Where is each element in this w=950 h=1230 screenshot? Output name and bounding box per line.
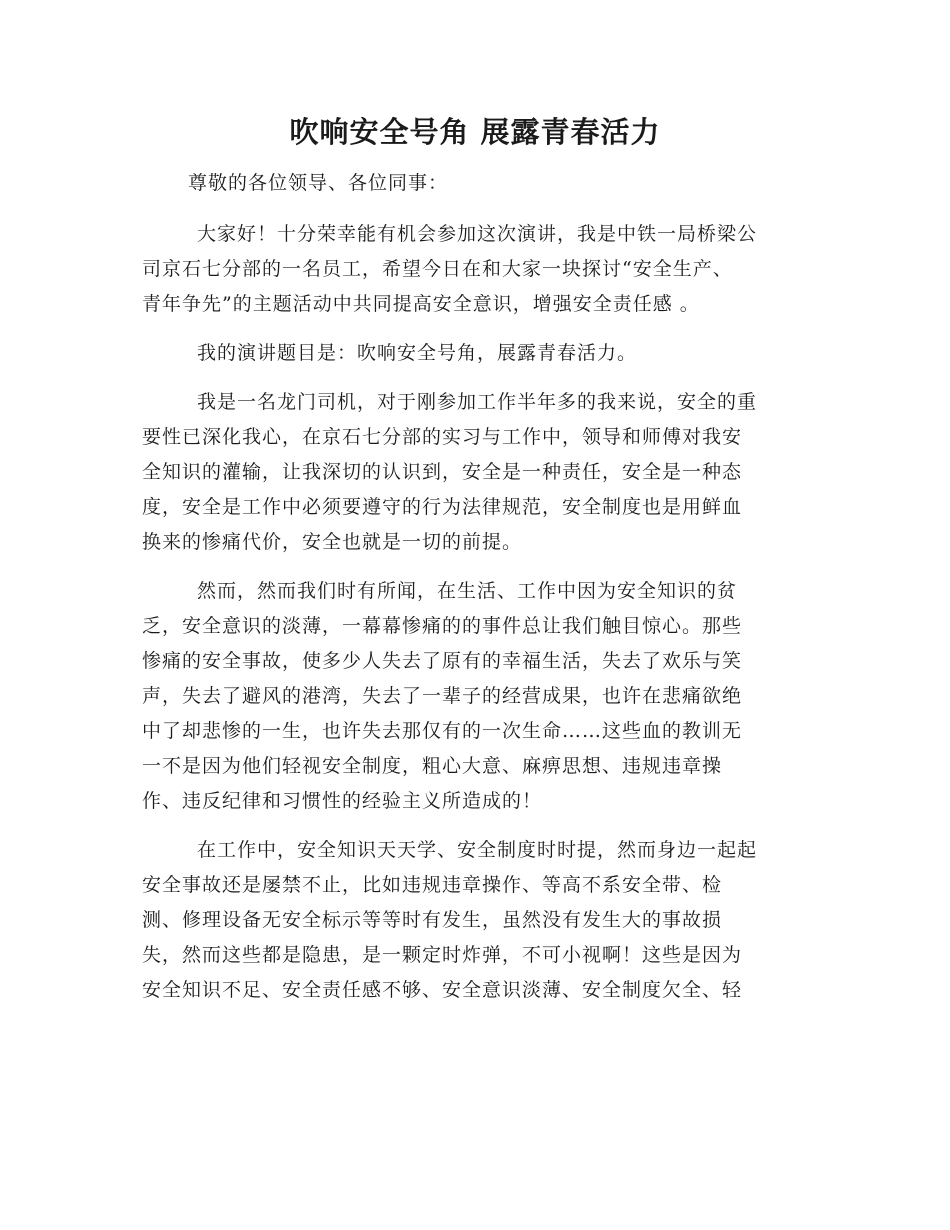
paragraph-line: 作、违反纪律和习惯性的经验主义所造成的！ — [142, 790, 543, 812]
paragraph — [142, 217, 808, 322]
paragraph-line: 安全事故还是屡禁不止，比如违规违章操作、等高不系安全带、检 — [142, 874, 723, 896]
document-title: 吹响安全号角 展露青春活力 — [289, 115, 661, 149]
paragraph-line: 司京石七分部的一名员工，希望今日在和大家一块探讨“安全生产、 — [142, 258, 733, 280]
paragraph-line: 大家好！十分荣幸能有机会参加这次演讲，我是中铁一局桥梁公 — [197, 223, 758, 245]
paragraph — [142, 336, 808, 371]
paragraph-line: 换来的惨痛代价，安全也就是一切的前提。 — [142, 531, 523, 553]
salutation: 尊敬的各位领导、各位同事： — [188, 172, 449, 194]
paragraph-line: 度，安全是工作中必须要遵守的行为法律规范，安全制度也是用鲜血 — [142, 496, 743, 518]
paragraph — [142, 385, 808, 560]
paragraph-line: 乏，安全意识的淡薄，一幕幕惨痛的的事件总让我们触目惊心。那些 — [142, 615, 743, 637]
paragraph — [142, 574, 808, 819]
paragraph-line: 安全知识不足、安全责任感不够、安全意识淡薄、安全制度欠全、轻 — [142, 979, 743, 1001]
paragraph-line: 失，然而这些都是隐患，是一颗定时炸弹，不可小视啊！这些是因为 — [142, 944, 743, 966]
paragraph-line: 中了却悲惨的一生，也许失去那仅有的一次生命……这些血的教训无 — [142, 720, 743, 742]
paragraph-line: 要性已深化我心，在京石七分部的实习与工作中，领导和师傅对我安 — [142, 426, 743, 448]
paragraph-line: 然而，然而我们时有所闻，在生活、工作中因为安全知识的贫 — [197, 580, 738, 602]
paragraph-line: 我的演讲题目是：吹响安全号角，展露青春活力。 — [197, 342, 638, 364]
paragraph-line: 我是一名龙门司机，对于刚参加工作半年多的我来说，安全的重 — [197, 391, 758, 413]
paragraph-line: 一不是因为他们轻视安全制度，粗心大意、麻痹思想、违规违章操 — [142, 755, 723, 777]
paragraph-line: 惨痛的安全事故，使多少人失去了原有的幸福生活，失去了欢乐与笑 — [142, 650, 743, 672]
paragraph-line: 全知识的灌输，让我深切的认识到，安全是一种责任，安全是一种态 — [142, 461, 743, 483]
paragraph-line: 青年争先”的主题活动中共同提高安全意识，增强安全责任感 。 — [142, 293, 700, 315]
paragraph-line: 声，失去了避风的港湾，失去了一辈子的经营成果，也许在悲痛欲绝 — [142, 685, 743, 707]
paragraph-line: 在工作中，安全知识天天学、安全制度时时提，然而身边一起起 — [197, 839, 758, 861]
paragraph — [142, 833, 808, 1008]
paragraph-line: 测、修理设备无安全标示等等时有发生，虽然没有发生大的事故损 — [142, 909, 723, 931]
document-body — [142, 217, 808, 1022]
